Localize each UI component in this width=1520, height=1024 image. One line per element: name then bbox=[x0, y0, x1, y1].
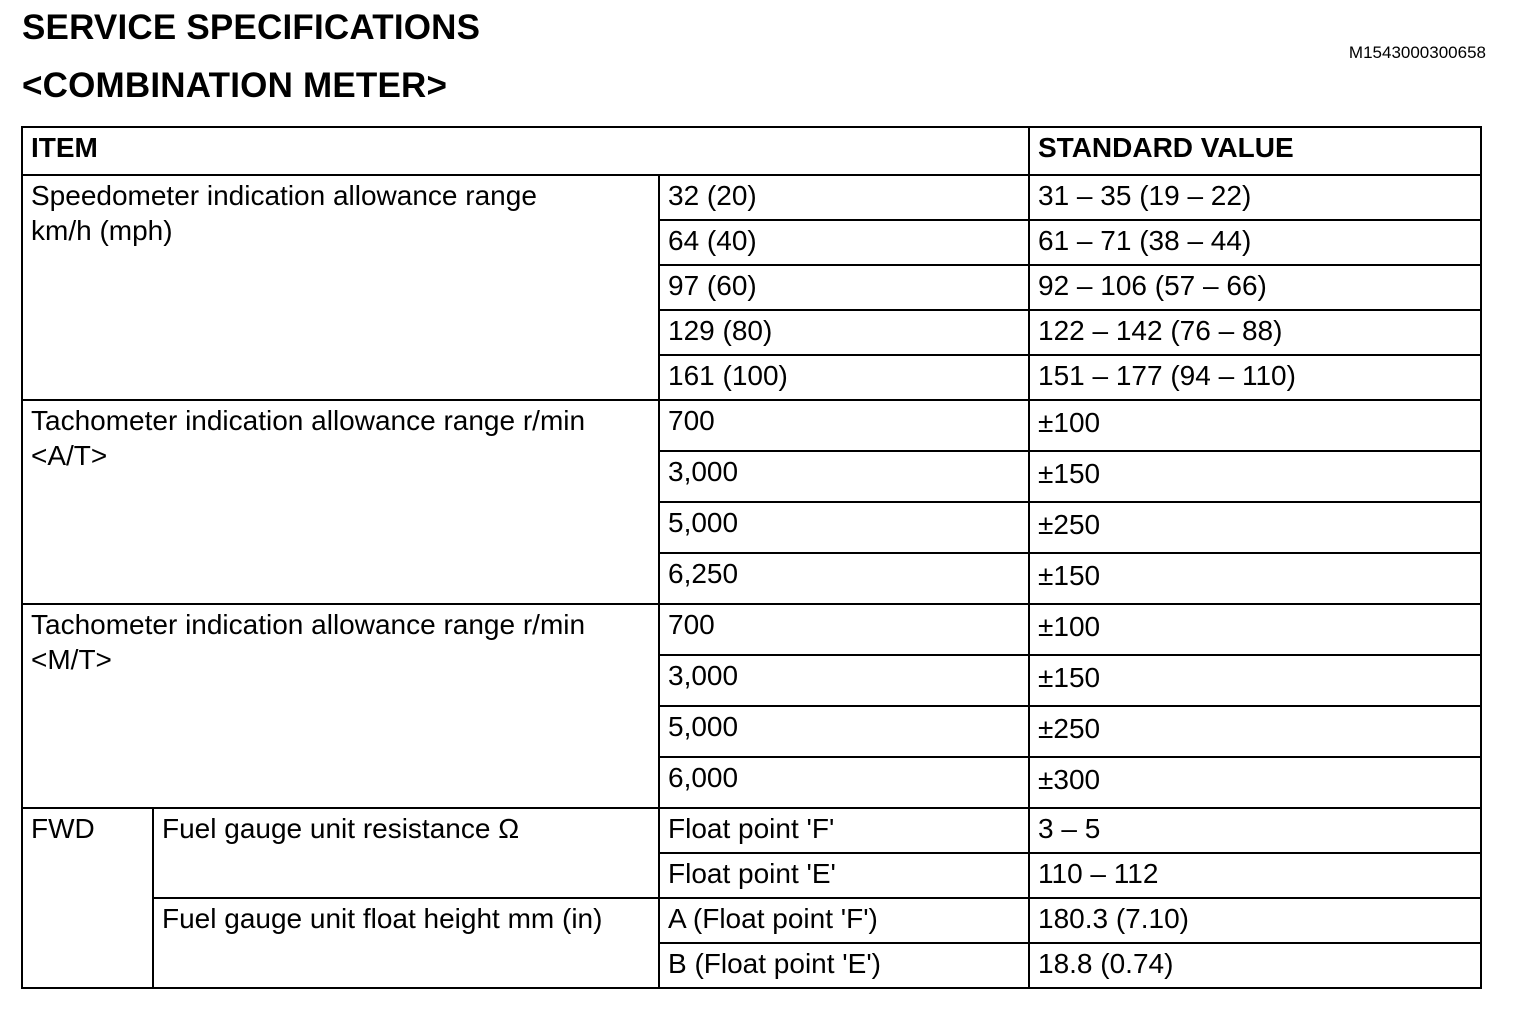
section-subtitle: <COMBINATION METER> bbox=[22, 66, 448, 105]
fuel-resistance-item-cell: Fuel gauge unit resistance Ω bbox=[153, 808, 659, 898]
condition-cell: 129 (80) bbox=[659, 310, 1029, 355]
standard-value-cell: 122 – 142 (76 – 88) bbox=[1029, 310, 1481, 355]
standard-value-cell: ±100 bbox=[1029, 604, 1481, 655]
condition-cell: 3,000 bbox=[659, 451, 1029, 502]
standard-value-column-header: STANDARD VALUE bbox=[1029, 127, 1481, 175]
table-header-row bbox=[22, 127, 1481, 175]
standard-value-cell: ±250 bbox=[1029, 706, 1481, 757]
condition-cell: 5,000 bbox=[659, 706, 1029, 757]
condition-cell: 3,000 bbox=[659, 655, 1029, 706]
tachometer-at-item-cell: Tachometer indication allowance range r/min <A/T> bbox=[22, 400, 659, 604]
standard-value-cell: 180.3 (7.10) bbox=[1029, 898, 1481, 943]
standard-value-cell: 18.8 (0.74) bbox=[1029, 943, 1481, 988]
condition-cell: Float point 'E' bbox=[659, 853, 1029, 898]
condition-cell: 700 bbox=[659, 400, 1029, 451]
table-row bbox=[22, 604, 1481, 655]
standard-value-cell: 110 – 112 bbox=[1029, 853, 1481, 898]
condition-cell: 6,250 bbox=[659, 553, 1029, 604]
standard-value-cell: ±150 bbox=[1029, 655, 1481, 706]
tachometer-mt-item-cell: Tachometer indication allowance range r/min <M/T> bbox=[22, 604, 659, 808]
standard-value-cell: 61 – 71 (38 – 44) bbox=[1029, 220, 1481, 265]
condition-cell: 700 bbox=[659, 604, 1029, 655]
standard-value-cell: 31 – 35 (19 – 22) bbox=[1029, 175, 1481, 220]
speedometer-item-cell: Speedometer indication allowance range km/h (mph) bbox=[22, 175, 659, 400]
condition-cell: Float point 'F' bbox=[659, 808, 1029, 853]
item-column-header: ITEM bbox=[22, 127, 1029, 175]
service-spec-table bbox=[21, 126, 1482, 989]
standard-value-cell: ±250 bbox=[1029, 502, 1481, 553]
condition-cell: 161 (100) bbox=[659, 355, 1029, 400]
condition-cell: 64 (40) bbox=[659, 220, 1029, 265]
standard-value-cell: 92 – 106 (57 – 66) bbox=[1029, 265, 1481, 310]
document-code: M1543000300658 bbox=[1348, 43, 1486, 62]
condition-cell: 32 (20) bbox=[659, 175, 1029, 220]
fuel-float-height-item-cell: Fuel gauge unit float height mm (in) bbox=[153, 898, 659, 988]
table-row bbox=[22, 400, 1481, 451]
table-row bbox=[22, 175, 1481, 220]
standard-value-cell: 3 – 5 bbox=[1029, 808, 1481, 853]
condition-cell: B (Float point 'E') bbox=[659, 943, 1029, 988]
fwd-group-cell: FWD bbox=[22, 808, 153, 988]
condition-cell: A (Float point 'F') bbox=[659, 898, 1029, 943]
page-title: SERVICE SPECIFICATIONS bbox=[22, 8, 481, 47]
table-row bbox=[22, 808, 1481, 853]
standard-value-cell: ±300 bbox=[1029, 757, 1481, 808]
standard-value-cell: ±150 bbox=[1029, 553, 1481, 604]
standard-value-cell: ±100 bbox=[1029, 400, 1481, 451]
condition-cell: 6,000 bbox=[659, 757, 1029, 808]
standard-value-cell: 151 – 177 (94 – 110) bbox=[1029, 355, 1481, 400]
standard-value-cell: ±150 bbox=[1029, 451, 1481, 502]
condition-cell: 97 (60) bbox=[659, 265, 1029, 310]
table-row bbox=[22, 898, 1481, 943]
condition-cell: 5,000 bbox=[659, 502, 1029, 553]
